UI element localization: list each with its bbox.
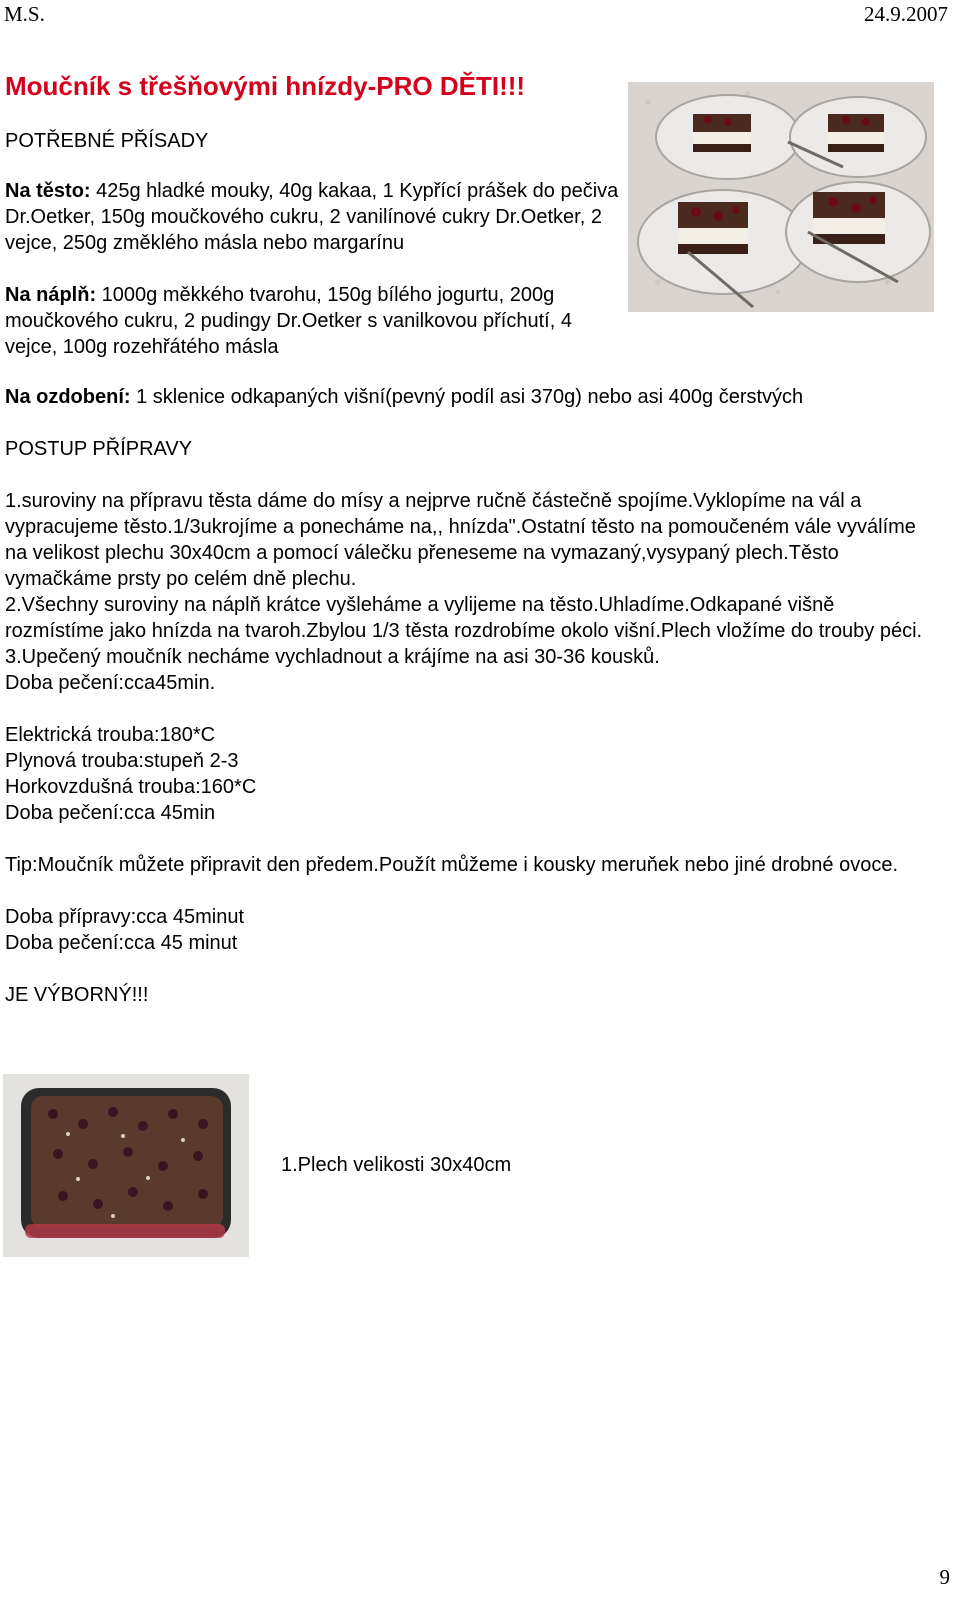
oven-convection: Horkovzdušná trouba:160*C bbox=[5, 776, 257, 798]
recipe-title: Moučník s třešňovými hnízdy-PRO DĚTI!!! bbox=[5, 71, 526, 101]
tray-caption: 1.Plech velikosti 30x40cm bbox=[281, 1154, 512, 1176]
tip-text: Tip:Moučník můžete připravit den předem.Použít můžeme i kousky meruňek nebo jiné drobné ovoce. bbox=[5, 854, 899, 876]
filling-ingredients: Na náplň: 1000g měkkého tvarohu, 150g bílého jogurtu, 200g moučkového cukru, 2 pudingy Dr.Oetker s vanilkovou příchutí, 4 vejce, 100g rozehřátého másla bbox=[5, 284, 572, 358]
prep-time: Doba přípravy:cca 45minut bbox=[5, 906, 245, 928]
procedure-step-3: 3.Upečený moučník necháme vychladnout a krájíme na asi 30-36 kousků. bbox=[5, 646, 660, 668]
procedure-step-1: 1.suroviny na přípravu těsta dáme do mísy a nejprve ručně částečně spojíme.Vyklopíme na vál a vypracujeme těsto.1/3ukrojíme a ponecháme na,, hnízda".Ostatní těsto na pomoučeném vále vyválíme na velikost plechu 30x40cm a pomocí válečku přeneseme na vymazaný,vysypaný plech.Těsto vymačkáme prsty po celém dně plechu. bbox=[5, 490, 916, 590]
decor-ingredients: Na ozdobení: 1 sklenice odkapaných višní(pevný podíl asi 370g) nebo asi 400g čerstvých bbox=[5, 386, 804, 408]
bake-time: Doba pečení:cca 45 minut bbox=[5, 932, 238, 954]
recipe-content bbox=[5, 70, 935, 1008]
ingredients-heading: POTŘEBNÉ PŘÍSADY bbox=[5, 130, 209, 152]
procedure-bake-time: Doba pečení:cca45min. bbox=[5, 672, 216, 694]
header-author: M.S. bbox=[4, 2, 45, 26]
procedure-heading: POSTUP PŘÍPRAVY bbox=[5, 438, 193, 460]
dough-ingredients: Na těsto: 425g hladké mouky, 40g kakaa, 1 Kypřící prášek do pečiva Dr.Oetker, 150g moučkového cukru, 2 vanilínové cukry Dr.Oetker, 2 vejce, 250g změklého másla nebo margarínu bbox=[5, 180, 619, 254]
procedure-step-2: 2.Všechny suroviny na náplň krátce vyšleháme a vylijeme na těsto.Uhladíme.Odkapané višně rozmístíme jako hnízda na tvaroh.Zbylou 1/3 těsta rozdrobíme okolo višní.Plech vložíme do trouby péci. bbox=[5, 594, 923, 642]
header-date: 24.9.2007 bbox=[864, 2, 948, 26]
verdict-text: JE VÝBORNÝ!!! bbox=[5, 984, 149, 1006]
oven-bake-time: Doba pečení:cca 45min bbox=[5, 802, 216, 824]
page-number: 9 bbox=[939, 1565, 950, 1589]
oven-electric: Elektrická trouba:180*C bbox=[5, 724, 216, 746]
baking-tray-photo bbox=[3, 1074, 249, 1257]
oven-gas: Plynová trouba:stupeň 2-3 bbox=[5, 750, 239, 772]
